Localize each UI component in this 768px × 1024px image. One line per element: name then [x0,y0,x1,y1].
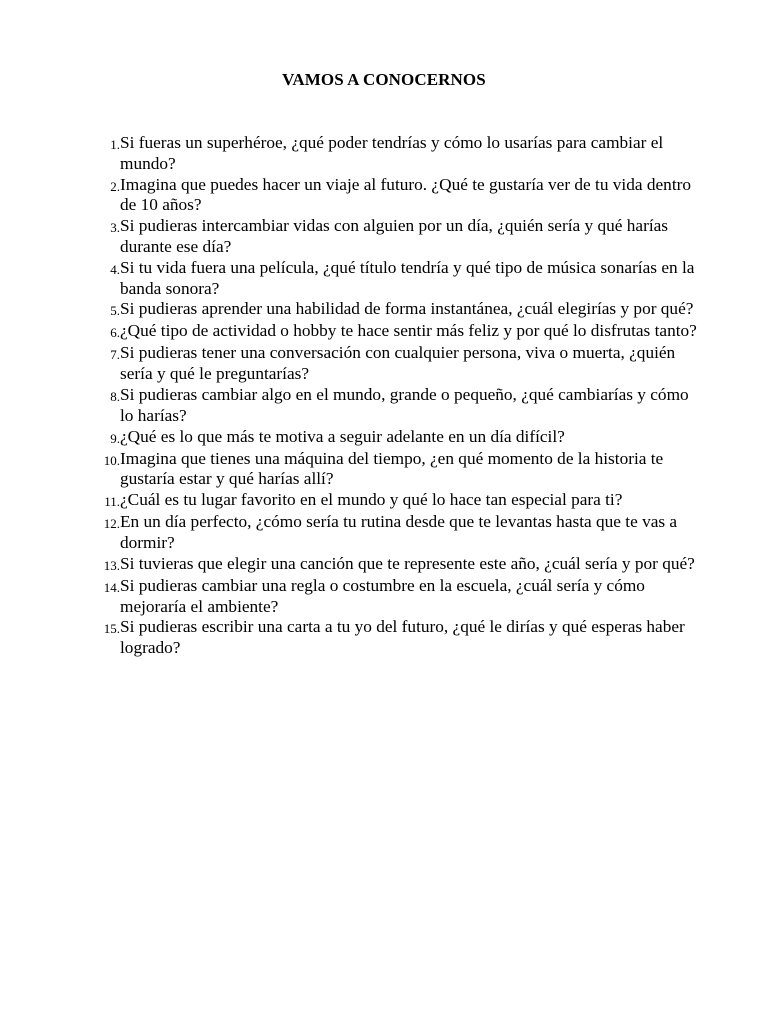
item-number: 5. [110,303,120,319]
list-item [92,343,702,385]
question-text: Si pudieras cambiar algo en el mundo, grande o pequeño, ¿qué cambiarías y cómo lo harías? [120,384,689,425]
question-text: ¿Qué es lo que más te motiva a seguir adelante en un día difícil? [120,426,565,446]
item-number: 4. [110,261,120,277]
question-text: Si pudieras escribir una carta a tu yo del futuro, ¿qué le dirías y qué esperas haber logrado? [120,617,685,658]
question-text: Si pudieras aprender una habilidad de forma instantánea, ¿cuál elegirías y por qué? [120,299,694,319]
item-number: 8. [110,388,120,404]
item-number: 9. [110,430,120,446]
item-number: 2. [110,178,120,194]
item-number: 11. [104,494,120,510]
question-text: Si pudieras cambiar una regla o costumbre en la escuela, ¿cuál sería y cómo mejoraría el ambiente? [120,575,645,616]
question-text: Imagina que puedes hacer un viaje al futuro. ¿Qué te gustaría ver de tu vida dentro de 10 años? [120,174,692,215]
list-item [92,490,702,512]
list-item [92,216,702,258]
item-number: 12. [103,516,120,532]
list-item [92,576,702,618]
question-text: Si pudieras intercambiar vidas con alguien por un día, ¿quién sería y qué harías durante ese día? [120,216,669,256]
list-item [92,512,702,554]
list-item [92,321,702,343]
item-number: 15. [103,621,120,637]
question-text: En un día perfecto, ¿cómo sería tu rutina desde que te levantas hasta que te vas a dormir? [120,512,678,552]
item-number: 13. [103,557,120,573]
question-text: Si tu vida fuera una película, ¿qué título tendría y qué tipo de música sonarías en la banda sonora? [120,257,695,298]
list-item [92,133,702,175]
question-text: Si tuvieras que elegir una canción que te represente este año, ¿cuál sería y por qué? [120,553,695,573]
question-text: ¿Qué tipo de actividad o hobby te hace sentir más feliz y por qué lo disfrutas tanto? [120,321,697,341]
item-number: 7. [110,347,120,363]
list-item [92,299,702,321]
item-number: 1. [110,137,120,152]
document-title: VAMOS A CONOCERNOS [282,70,486,89]
item-number: 10. [103,452,120,468]
list-item [92,175,702,217]
list-item [92,427,702,449]
question-text: ¿Cuál es tu lugar favorito en el mundo y qué lo hace tan especial para ti? [120,490,623,510]
item-number: 14. [103,579,120,595]
question-text: Si pudieras tener una conversación con cualquier persona, viva o muerta, ¿quién sería y qué le preguntarías? [120,343,676,384]
question-list [92,133,702,659]
list-item [92,617,702,659]
list-item [92,554,702,576]
list-item [92,449,702,491]
list-item [92,385,702,427]
item-number: 6. [110,325,120,341]
question-text: Si fueras un superhéroe, ¿qué poder tendrías y cómo lo usarías para cambiar el mundo? [120,133,664,173]
list-item [92,258,702,300]
question-text: Imagina que tienes una máquina del tiempo, ¿en qué momento de la historia te gustaría estar y qué harías allí? [120,448,664,489]
item-number: 3. [110,220,120,236]
